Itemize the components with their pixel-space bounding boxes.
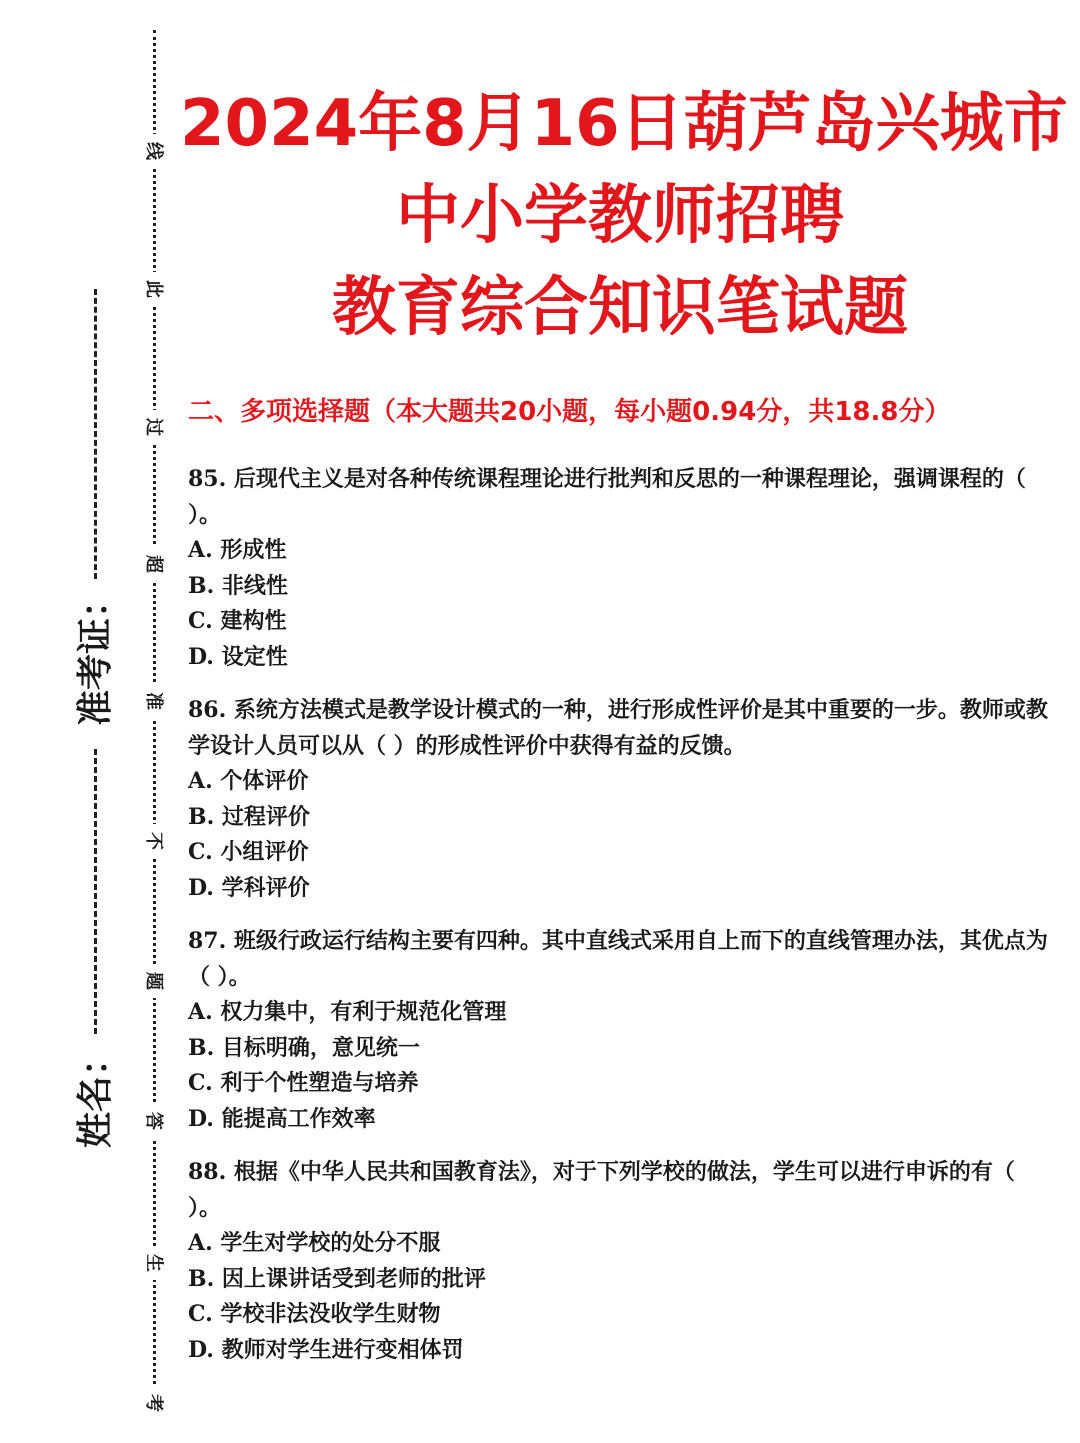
option-a: A. 形成性 <box>188 537 287 563</box>
option-d: D. 教师对学生进行变相体罚 <box>188 1336 464 1363</box>
name-field <box>70 745 120 1154</box>
option-b: B. 过程评价 <box>188 803 310 830</box>
option-d: D. 学科评价 <box>188 874 310 901</box>
title-line-1: 2024年8月16日葫芦岛兴城市 <box>180 87 1068 161</box>
exam-id-label: 准考证： <box>74 581 117 727</box>
option-d: D. 能提高工作效率 <box>188 1105 376 1132</box>
option-d: D. 设定性 <box>188 643 288 670</box>
option-b: B. 目标明确，意见统一 <box>188 1034 420 1061</box>
question-stem: 85. 后现代主义是对各种传统课程理论进行批判和反思的一种课程理论，强调课程的（ ）。 <box>188 466 1026 528</box>
question-stem: 87. 班级行政运行结构主要有四种。其中直线式采用自上而下的直线管理办法，其优点为（ ）。 <box>188 928 1048 990</box>
section-heading: 二、多项选择题（本大题共20小题，每小题0.94分，共18.8分） <box>188 397 951 427</box>
option-b: B. 因上课讲话受到老师的批评 <box>188 1265 486 1292</box>
name-underline <box>94 749 97 1034</box>
page-title <box>180 78 1068 354</box>
margin-char: 超 <box>142 547 164 581</box>
option-c: C. 建构性 <box>188 608 287 634</box>
option-b: B. 非线性 <box>188 572 288 599</box>
margin-char: 过 <box>142 410 164 444</box>
option-a: A. 学生对学校的处分不服 <box>188 1230 441 1256</box>
question-86 <box>188 693 1048 906</box>
exam-id-field <box>70 285 120 729</box>
margin-char: 考 <box>142 1386 164 1420</box>
question-stem: 88. 根据《中华人民共和国教育法》，对于下列学校的做法，学生可以进行申诉的有（ ）。 <box>188 1159 1015 1221</box>
title-line-2: 中小学教师招聘 <box>396 179 844 253</box>
title-line-3: 教育综合知识笔试题 <box>332 271 908 345</box>
option-c: C. 学校非法没收学生财物 <box>188 1301 441 1327</box>
margin-char: 题 <box>142 964 164 998</box>
question-88 <box>188 1155 1048 1368</box>
margin-char: 不 <box>142 824 164 858</box>
question-85 <box>188 462 1048 675</box>
question-87 <box>188 924 1048 1137</box>
option-a: A. 权力集中，有利于规范化管理 <box>188 999 507 1025</box>
option-c: C. 小组评价 <box>188 839 309 865</box>
margin-char: 此 <box>142 272 164 306</box>
margin-char: 答 <box>142 1104 164 1138</box>
option-c: C. 利于个性塑造与培养 <box>188 1070 419 1096</box>
question-list <box>188 462 1048 1386</box>
margin-char: 准 <box>142 684 164 718</box>
exam-id-underline <box>94 289 97 579</box>
margin-char: 生 <box>142 1246 164 1280</box>
option-a: A. 个体评价 <box>188 768 309 794</box>
question-stem: 86. 系统方法模式是教学设计模式的一种，进行形成性评价是其中重要的一步。教师或教学设计人员可以从（ ）的形成性评价中获得有益的反馈。 <box>188 697 1048 759</box>
margin-char: 线 <box>142 134 164 168</box>
name-label: 姓名： <box>74 1039 117 1149</box>
